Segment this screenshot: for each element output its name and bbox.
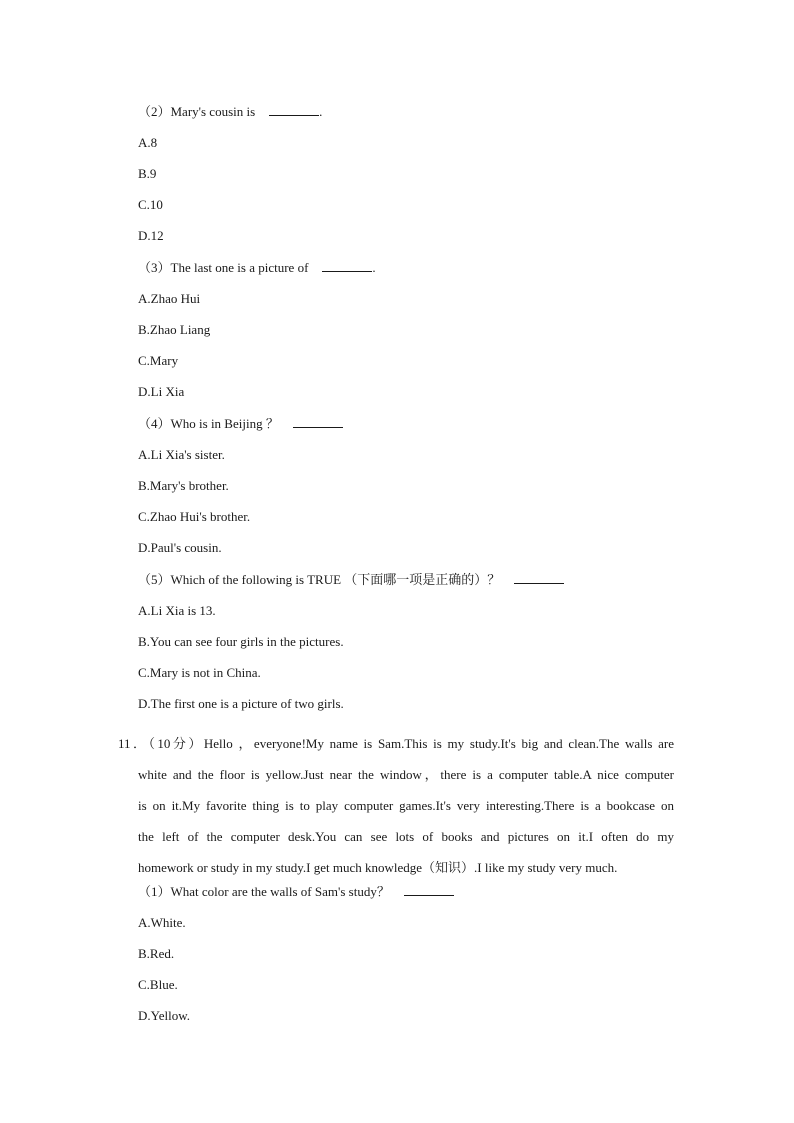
option-c[interactable]: C.Zhao Hui's brother. [138, 509, 251, 524]
option-b[interactable]: B.You can see four girls in the pictures. [138, 634, 344, 649]
passage-line: homework or study in my study.I get much knowledge（知识）.I like my study very much. [138, 860, 618, 875]
option-a[interactable]: A.White. [138, 915, 186, 930]
option-b[interactable]: B.Zhao Liang [138, 322, 211, 337]
answer-blank[interactable] [404, 884, 454, 896]
question-stem: （2）Mary's cousin is . [138, 104, 323, 119]
option-b[interactable]: B.Mary's brother. [138, 478, 229, 493]
option-b[interactable]: B.9 [138, 166, 157, 181]
option-c[interactable]: C.Blue. [138, 977, 178, 992]
option-c[interactable]: C.10 [138, 197, 163, 212]
option-a[interactable]: A.Li Xia is 13. [138, 603, 216, 618]
passage-line: the left of the computer desk.You can see lots of books and pictures on it.I often do my [138, 829, 674, 844]
question-stem: （3）The last one is a picture of . [138, 260, 376, 275]
option-d[interactable]: D.12 [138, 228, 164, 243]
question-number: 11．（10分） [118, 736, 204, 751]
question-stem: （5）Which of the following is TRUE （下面哪一项是正确的）？ [138, 572, 564, 588]
question-stem: （1）What color are the walls of Sam's study？ [138, 884, 454, 900]
question-stem: （4）Who is in Beijing ？ [138, 416, 343, 432]
option-c[interactable]: C.Mary is not in China. [138, 665, 261, 680]
passage-line: 11．（10分）Hello ，everyone!My name is Sam.This is my study.It's big and clean.The walls are [118, 736, 674, 751]
option-d[interactable]: D.Yellow. [138, 1008, 191, 1023]
answer-blank[interactable] [293, 416, 343, 428]
option-a[interactable]: A.Zhao Hui [138, 291, 201, 306]
reading-passage [118, 728, 674, 883]
option-c[interactable]: C.Mary [138, 353, 179, 368]
option-d[interactable]: D.Li Xia [138, 384, 185, 399]
answer-blank[interactable] [269, 104, 319, 116]
passage-line: white and the floor is yellow.Just near the window，there is a computer table.A nice computer [138, 767, 674, 782]
option-d[interactable]: D.The first one is a picture of two girls. [138, 696, 344, 711]
answer-blank[interactable] [514, 572, 564, 584]
answer-blank[interactable] [322, 260, 372, 272]
passage-line: is on it.My favorite thing is to play computer games.It's very interesting.There is a bookcase on [138, 798, 674, 813]
option-a[interactable]: A.8 [138, 135, 158, 150]
option-a[interactable]: A.Li Xia's sister. [138, 447, 225, 462]
option-b[interactable]: B.Red. [138, 946, 175, 961]
option-d[interactable]: D.Paul's cousin. [138, 540, 222, 555]
